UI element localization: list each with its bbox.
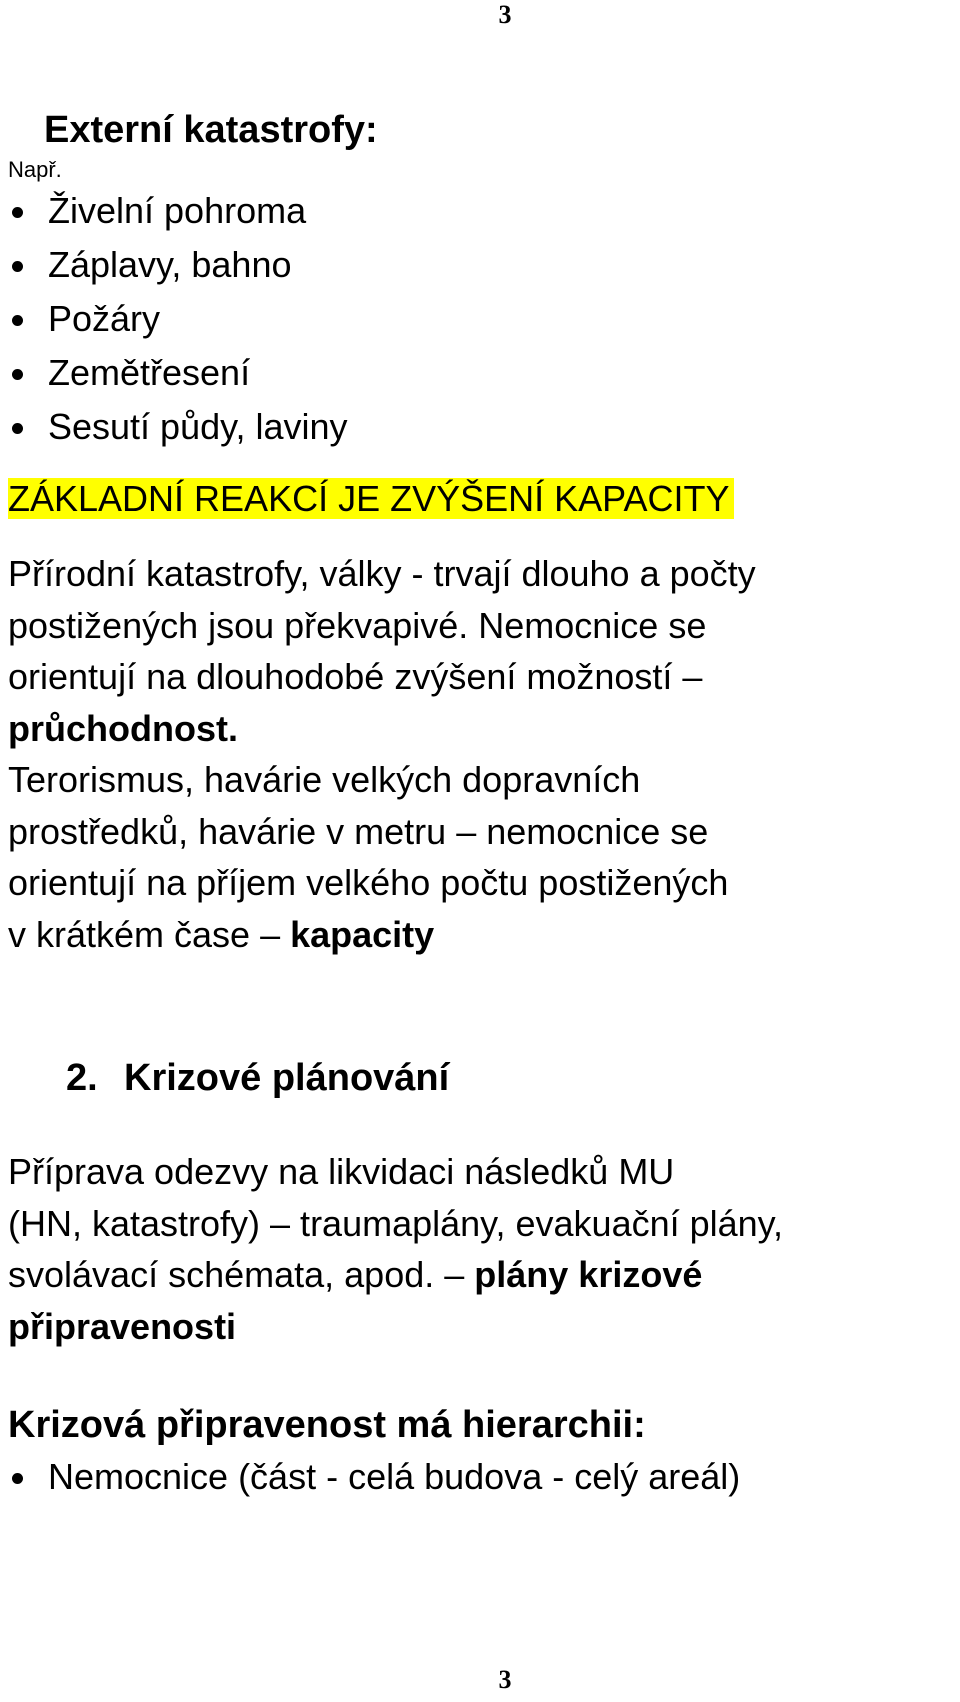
text-line: Příprava odezvy na likvidaci následků MU [8, 1151, 675, 1192]
section-number: 2. [66, 1057, 98, 1099]
page-number-top: 3 [498, 0, 512, 29]
page-number-bottom: 3 [498, 1665, 512, 1694]
section-heading-external-disasters: Externí katastrofy: [44, 109, 378, 151]
bullet-icon [12, 423, 23, 434]
list-item: Sesutí půdy, laviny [8, 400, 958, 454]
text-line-bold: průchodnost. [8, 707, 238, 749]
text-line: Terorismus, havárie velkých dopravních [8, 759, 641, 800]
section-heading-crisis-planning: 2. Krizové plánování [66, 1052, 958, 1104]
text-line: svolávací schémata, apod. – plány krizové [8, 1254, 703, 1295]
bold-term: kapacity [290, 913, 435, 955]
list-item: Požáry [8, 292, 958, 346]
section-heading-hierarchy: Krizová připravenost má hierarchii: [8, 1404, 646, 1446]
bullet-icon [12, 315, 23, 326]
text-line: (HN, katastrofy) – traumaplány, evakuační plány, [8, 1202, 784, 1244]
text-line: postižených jsou překvapivé. Nemocnice se [8, 604, 707, 646]
text-line: orientují na dlouhodobé zvýšení možností – [8, 656, 703, 697]
disaster-list [8, 184, 958, 454]
bullet-icon [12, 1473, 23, 1484]
bold-term: plány krizové [474, 1254, 703, 1295]
bullet-icon [12, 369, 23, 380]
intro-text: Např. [8, 157, 62, 182]
list-item: Záplavy, bahno [8, 238, 958, 292]
list-item: Živelní pohroma [8, 184, 958, 238]
list-item: Nemocnice (část - celá budova - celý areál) [8, 1450, 958, 1504]
text-line: orientují na příjem velkého počtu postižených [8, 862, 729, 903]
text-line: v krátkém čase – kapacity [8, 913, 435, 955]
text-line: Přírodní katastrofy, války - trvají dlouho a počty [8, 553, 756, 594]
paragraph-terrorism [8, 754, 958, 960]
bullet-icon [12, 207, 23, 218]
list-item: Zemětřesení [8, 346, 958, 400]
bullet-icon [12, 261, 23, 272]
hierarchy-list [8, 1450, 958, 1504]
page-content [8, 104, 958, 1504]
paragraph-natural-disasters [8, 548, 958, 754]
text-line: prostředků, havárie v metru – nemocnice se [8, 810, 709, 852]
highlighted-text: ZÁKLADNÍ REAKCÍ JE ZVÝŠENÍ KAPACITY [8, 478, 734, 519]
highlighted-statement [8, 474, 958, 524]
paragraph-response-preparation [8, 1146, 958, 1352]
text-line-bold: připravenosti [8, 1305, 237, 1347]
